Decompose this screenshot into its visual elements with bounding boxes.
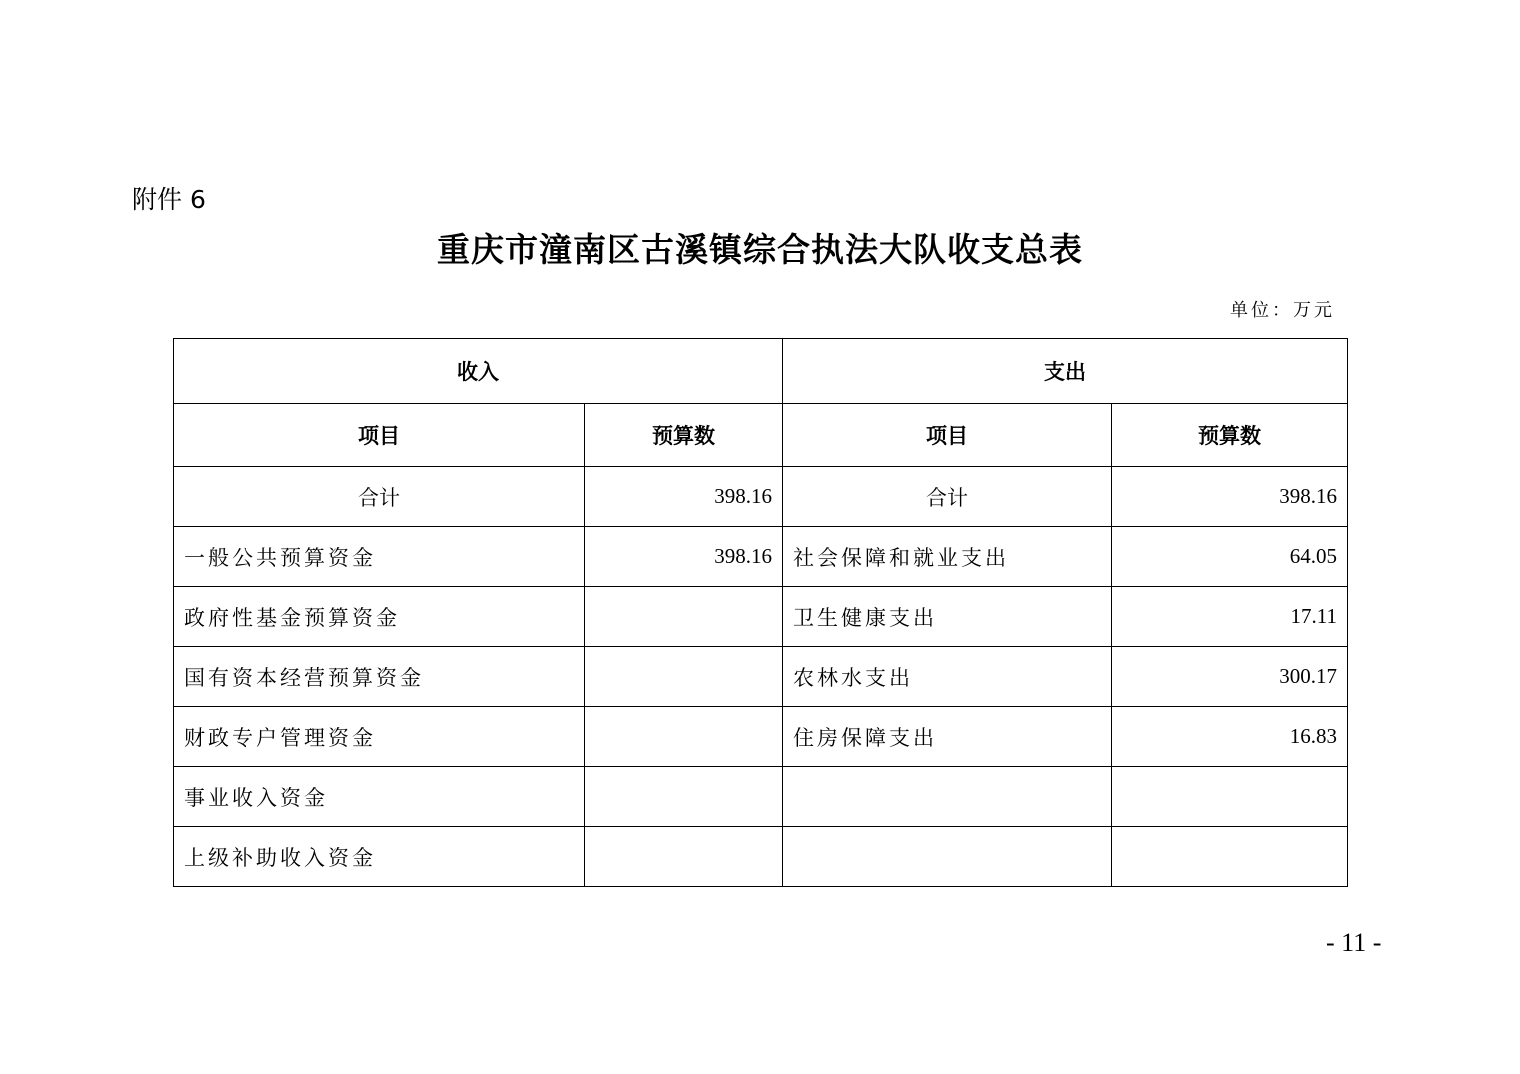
income-item: 国有资本经营预算资金: [174, 647, 585, 707]
expense-item-header: 项目: [783, 404, 1112, 467]
attachment-label: 附件 6: [132, 185, 206, 214]
expense-item: 卫生健康支出: [783, 587, 1112, 647]
income-total-label: 合计: [174, 467, 585, 527]
expense-item: [783, 827, 1112, 887]
income-value: [585, 647, 783, 707]
income-header: 收入: [174, 339, 783, 404]
income-total-value: 398.16: [585, 467, 783, 527]
income-value: 398.16: [585, 527, 783, 587]
budget-table: [173, 338, 1348, 887]
income-value: [585, 767, 783, 827]
expense-total-label: 合计: [783, 467, 1112, 527]
income-item: 政府性基金预算资金: [174, 587, 585, 647]
table-row: [174, 767, 1348, 827]
page-number: - 11 -: [1326, 928, 1382, 957]
income-item: 事业收入资金: [174, 767, 585, 827]
expense-budget-header: 预算数: [1112, 404, 1348, 467]
income-value: [585, 587, 783, 647]
income-item: 上级补助收入资金: [174, 827, 585, 887]
document-title: 重庆市潼南区古溪镇综合执法大队收支总表: [437, 230, 1083, 269]
income-item: 财政专户管理资金: [174, 707, 585, 767]
expense-value: 64.05: [1112, 527, 1348, 587]
income-budget-header: 预算数: [585, 404, 783, 467]
expense-value: [1112, 767, 1348, 827]
expense-item: 社会保障和就业支出: [783, 527, 1112, 587]
income-item-header: 项目: [174, 404, 585, 467]
table-row: [174, 647, 1348, 707]
income-value: [585, 707, 783, 767]
total-row: [174, 467, 1348, 527]
table-row: [174, 587, 1348, 647]
expense-total-value: 398.16: [1112, 467, 1348, 527]
table-row: [174, 827, 1348, 887]
expense-value: 300.17: [1112, 647, 1348, 707]
table-row: [174, 527, 1348, 587]
expense-value: 17.11: [1112, 587, 1348, 647]
expense-item: 住房保障支出: [783, 707, 1112, 767]
expense-value: [1112, 827, 1348, 887]
column-header-row: [174, 404, 1348, 467]
unit-label: 单位：万元: [1230, 300, 1335, 321]
table-row: [174, 707, 1348, 767]
income-value: [585, 827, 783, 887]
section-header-row: [174, 339, 1348, 404]
expense-item: [783, 767, 1112, 827]
expense-value: 16.83: [1112, 707, 1348, 767]
income-item: 一般公共预算资金: [174, 527, 585, 587]
expense-item: 农林水支出: [783, 647, 1112, 707]
expense-header: 支出: [783, 339, 1348, 404]
